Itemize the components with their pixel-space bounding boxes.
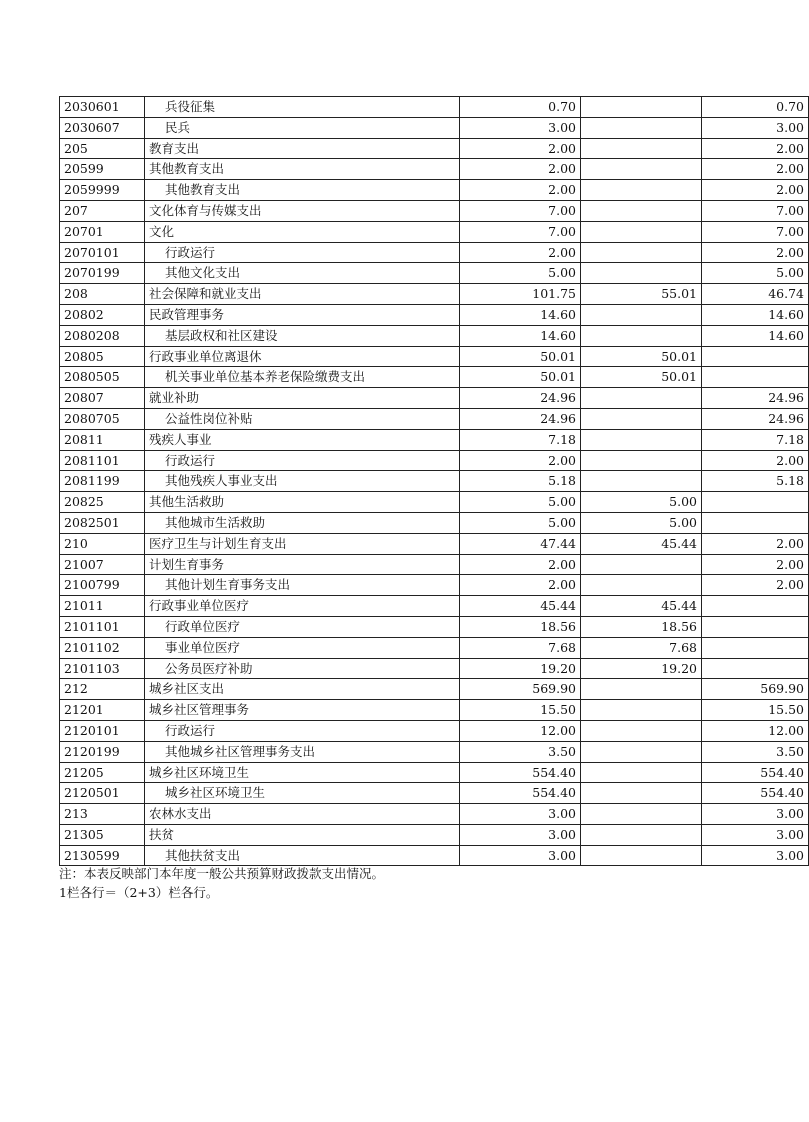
subject-code-cell: 2101103 [60, 658, 145, 679]
total-amount-cell: 2.00 [460, 138, 581, 159]
subject-code-cell: 210 [60, 533, 145, 554]
subject-name-cell: 城乡社区管理事务 [145, 700, 460, 721]
table-row [60, 596, 809, 617]
table-row [60, 138, 809, 159]
basic-expenditure-cell [581, 429, 702, 450]
total-amount-cell: 3.00 [460, 845, 581, 866]
total-amount-cell: 7.68 [460, 637, 581, 658]
table-row [60, 658, 809, 679]
subject-code-cell: 212 [60, 679, 145, 700]
project-expenditure-cell: 15.50 [702, 700, 809, 721]
basic-expenditure-cell [581, 575, 702, 596]
table-row [60, 159, 809, 180]
subject-code-cell: 2030601 [60, 97, 145, 118]
project-expenditure-cell: 2.00 [702, 450, 809, 471]
table-row [60, 512, 809, 533]
table-row [60, 492, 809, 513]
basic-expenditure-cell: 19.20 [581, 658, 702, 679]
basic-expenditure-cell: 45.44 [581, 533, 702, 554]
subject-code-cell: 2100799 [60, 575, 145, 596]
subject-code-cell: 21201 [60, 700, 145, 721]
subject-name-cell: 残疾人事业 [145, 429, 460, 450]
basic-expenditure-cell [581, 679, 702, 700]
project-expenditure-cell: 554.40 [702, 783, 809, 804]
table-row [60, 325, 809, 346]
table-row [60, 429, 809, 450]
project-expenditure-cell: 0.70 [702, 97, 809, 118]
total-amount-cell: 5.00 [460, 512, 581, 533]
total-amount-cell: 2.00 [460, 242, 581, 263]
basic-expenditure-cell [581, 408, 702, 429]
basic-expenditure-cell: 50.01 [581, 346, 702, 367]
total-amount-cell: 2.00 [460, 180, 581, 201]
total-amount-cell: 3.00 [460, 804, 581, 825]
total-amount-cell: 569.90 [460, 679, 581, 700]
total-amount-cell: 2.00 [460, 450, 581, 471]
total-amount-cell: 2.00 [460, 575, 581, 596]
total-amount-cell: 7.00 [460, 221, 581, 242]
subject-code-cell: 20701 [60, 221, 145, 242]
project-expenditure-cell: 2.00 [702, 533, 809, 554]
basic-expenditure-cell [581, 388, 702, 409]
subject-code-cell: 20802 [60, 304, 145, 325]
basic-expenditure-cell [581, 824, 702, 845]
project-expenditure-cell [702, 512, 809, 533]
project-expenditure-cell: 3.00 [702, 117, 809, 138]
total-amount-cell: 45.44 [460, 596, 581, 617]
table-row [60, 700, 809, 721]
subject-code-cell: 2030607 [60, 117, 145, 138]
project-expenditure-cell: 3.00 [702, 824, 809, 845]
total-amount-cell: 3.50 [460, 741, 581, 762]
subject-name-cell: 兵役征集 [145, 97, 460, 118]
basic-expenditure-cell: 50.01 [581, 367, 702, 388]
table-row [60, 533, 809, 554]
subject-code-cell: 2130599 [60, 845, 145, 866]
subject-name-cell: 其他残疾人事业支出 [145, 471, 460, 492]
subject-name-cell: 城乡社区环境卫生 [145, 762, 460, 783]
table-row [60, 304, 809, 325]
subject-code-cell: 20825 [60, 492, 145, 513]
total-amount-cell: 7.18 [460, 429, 581, 450]
basic-expenditure-cell [581, 200, 702, 221]
total-amount-cell: 5.00 [460, 263, 581, 284]
project-expenditure-cell: 2.00 [702, 159, 809, 180]
subject-code-cell: 21011 [60, 596, 145, 617]
table-row [60, 221, 809, 242]
table-row [60, 367, 809, 388]
total-amount-cell: 3.00 [460, 117, 581, 138]
table-row [60, 845, 809, 866]
basic-expenditure-cell [581, 845, 702, 866]
basic-expenditure-cell [581, 221, 702, 242]
project-expenditure-cell: 14.60 [702, 325, 809, 346]
basic-expenditure-cell [581, 325, 702, 346]
project-expenditure-cell [702, 596, 809, 617]
subject-name-cell: 行政单位医疗 [145, 616, 460, 637]
total-amount-cell: 5.18 [460, 471, 581, 492]
subject-code-cell: 2101102 [60, 637, 145, 658]
table-row [60, 263, 809, 284]
total-amount-cell: 24.96 [460, 388, 581, 409]
basic-expenditure-cell: 5.00 [581, 492, 702, 513]
subject-name-cell: 其他计划生育事务支出 [145, 575, 460, 596]
subject-code-cell: 2101101 [60, 616, 145, 637]
subject-code-cell: 2080505 [60, 367, 145, 388]
subject-code-cell: 2080208 [60, 325, 145, 346]
project-expenditure-cell: 7.00 [702, 221, 809, 242]
table-row [60, 117, 809, 138]
subject-name-cell: 其他教育支出 [145, 180, 460, 201]
project-expenditure-cell: 554.40 [702, 762, 809, 783]
note-line-1: 注：本表反映部门本年度一般公共预算财政拨款支出情况。 [59, 866, 385, 881]
table-row [60, 200, 809, 221]
subject-name-cell: 其他城乡社区管理事务支出 [145, 741, 460, 762]
basic-expenditure-cell: 18.56 [581, 616, 702, 637]
total-amount-cell: 19.20 [460, 658, 581, 679]
basic-expenditure-cell [581, 159, 702, 180]
project-expenditure-cell: 2.00 [702, 242, 809, 263]
basic-expenditure-cell [581, 720, 702, 741]
subject-name-cell: 其他城市生活救助 [145, 512, 460, 533]
table-body [60, 97, 809, 866]
total-amount-cell: 15.50 [460, 700, 581, 721]
subject-name-cell: 公益性岗位补贴 [145, 408, 460, 429]
subject-name-cell: 就业补助 [145, 388, 460, 409]
basic-expenditure-cell: 7.68 [581, 637, 702, 658]
subject-name-cell: 其他文化支出 [145, 263, 460, 284]
total-amount-cell: 50.01 [460, 367, 581, 388]
table-row [60, 783, 809, 804]
table-row [60, 720, 809, 741]
project-expenditure-cell: 14.60 [702, 304, 809, 325]
subject-name-cell: 文化 [145, 221, 460, 242]
subject-name-cell: 公务员医疗补助 [145, 658, 460, 679]
subject-name-cell: 事业单位医疗 [145, 637, 460, 658]
table-row [60, 284, 809, 305]
project-expenditure-cell: 24.96 [702, 408, 809, 429]
basic-expenditure-cell [581, 554, 702, 575]
table-row [60, 804, 809, 825]
total-amount-cell: 47.44 [460, 533, 581, 554]
subject-code-cell: 21205 [60, 762, 145, 783]
project-expenditure-cell: 5.18 [702, 471, 809, 492]
project-expenditure-cell: 2.00 [702, 575, 809, 596]
subject-code-cell: 2081101 [60, 450, 145, 471]
project-expenditure-cell: 46.74 [702, 284, 809, 305]
subject-name-cell: 机关事业单位基本养老保险缴费支出 [145, 367, 460, 388]
subject-code-cell: 21305 [60, 824, 145, 845]
subject-code-cell: 213 [60, 804, 145, 825]
table-notes [59, 864, 384, 902]
project-expenditure-cell: 2.00 [702, 180, 809, 201]
table-row [60, 408, 809, 429]
table-row [60, 762, 809, 783]
total-amount-cell: 14.60 [460, 304, 581, 325]
project-expenditure-cell: 3.00 [702, 804, 809, 825]
basic-expenditure-cell [581, 97, 702, 118]
subject-name-cell: 医疗卫生与计划生育支出 [145, 533, 460, 554]
total-amount-cell: 2.00 [460, 554, 581, 575]
basic-expenditure-cell [581, 117, 702, 138]
table-row [60, 242, 809, 263]
basic-expenditure-cell [581, 450, 702, 471]
table-row [60, 575, 809, 596]
subject-name-cell: 行政事业单位医疗 [145, 596, 460, 617]
project-expenditure-cell: 24.96 [702, 388, 809, 409]
project-expenditure-cell [702, 367, 809, 388]
table-row [60, 97, 809, 118]
table-row [60, 616, 809, 637]
basic-expenditure-cell [581, 180, 702, 201]
subject-code-cell: 207 [60, 200, 145, 221]
project-expenditure-cell [702, 492, 809, 513]
basic-expenditure-cell [581, 804, 702, 825]
total-amount-cell: 3.00 [460, 824, 581, 845]
subject-name-cell: 其他扶贫支出 [145, 845, 460, 866]
total-amount-cell: 50.01 [460, 346, 581, 367]
subject-name-cell: 文化体育与传媒支出 [145, 200, 460, 221]
subject-code-cell: 2120101 [60, 720, 145, 741]
subject-name-cell: 教育支出 [145, 138, 460, 159]
note-line-2: 1栏各行＝（2+3）栏各行。 [59, 885, 219, 900]
subject-code-cell: 205 [60, 138, 145, 159]
total-amount-cell: 101.75 [460, 284, 581, 305]
subject-name-cell: 基层政权和社区建设 [145, 325, 460, 346]
project-expenditure-cell: 5.00 [702, 263, 809, 284]
total-amount-cell: 14.60 [460, 325, 581, 346]
total-amount-cell: 554.40 [460, 783, 581, 804]
subject-name-cell: 行政运行 [145, 242, 460, 263]
basic-expenditure-cell [581, 783, 702, 804]
project-expenditure-cell [702, 637, 809, 658]
total-amount-cell: 12.00 [460, 720, 581, 741]
subject-code-cell: 2082501 [60, 512, 145, 533]
project-expenditure-cell: 2.00 [702, 554, 809, 575]
basic-expenditure-cell [581, 304, 702, 325]
subject-name-cell: 城乡社区支出 [145, 679, 460, 700]
table-row [60, 637, 809, 658]
basic-expenditure-cell: 45.44 [581, 596, 702, 617]
total-amount-cell: 2.00 [460, 159, 581, 180]
table-row [60, 471, 809, 492]
subject-name-cell: 扶贫 [145, 824, 460, 845]
basic-expenditure-cell [581, 741, 702, 762]
subject-code-cell: 21007 [60, 554, 145, 575]
subject-code-cell: 20811 [60, 429, 145, 450]
subject-name-cell: 民兵 [145, 117, 460, 138]
subject-code-cell: 20807 [60, 388, 145, 409]
project-expenditure-cell: 12.00 [702, 720, 809, 741]
basic-expenditure-cell: 55.01 [581, 284, 702, 305]
subject-code-cell: 2081199 [60, 471, 145, 492]
project-expenditure-cell: 3.00 [702, 845, 809, 866]
subject-name-cell: 计划生育事务 [145, 554, 460, 575]
project-expenditure-cell: 3.50 [702, 741, 809, 762]
table-row [60, 346, 809, 367]
subject-name-cell: 行政事业单位离退休 [145, 346, 460, 367]
budget-expenditure-table [59, 96, 809, 866]
table-row [60, 824, 809, 845]
total-amount-cell: 24.96 [460, 408, 581, 429]
basic-expenditure-cell [581, 762, 702, 783]
project-expenditure-cell: 569.90 [702, 679, 809, 700]
total-amount-cell: 5.00 [460, 492, 581, 513]
total-amount-cell: 554.40 [460, 762, 581, 783]
basic-expenditure-cell [581, 700, 702, 721]
total-amount-cell: 7.00 [460, 200, 581, 221]
subject-code-cell: 2120501 [60, 783, 145, 804]
subject-code-cell: 20599 [60, 159, 145, 180]
table-row [60, 180, 809, 201]
project-expenditure-cell [702, 616, 809, 637]
basic-expenditure-cell [581, 242, 702, 263]
total-amount-cell: 0.70 [460, 97, 581, 118]
subject-code-cell: 2059999 [60, 180, 145, 201]
subject-name-cell: 民政管理事务 [145, 304, 460, 325]
subject-code-cell: 2070101 [60, 242, 145, 263]
table-row [60, 741, 809, 762]
table-row [60, 679, 809, 700]
subject-code-cell: 2080705 [60, 408, 145, 429]
basic-expenditure-cell: 5.00 [581, 512, 702, 533]
table-row [60, 388, 809, 409]
subject-name-cell: 行政运行 [145, 450, 460, 471]
subject-name-cell: 行政运行 [145, 720, 460, 741]
subject-name-cell: 其他教育支出 [145, 159, 460, 180]
subject-name-cell: 社会保障和就业支出 [145, 284, 460, 305]
basic-expenditure-cell [581, 471, 702, 492]
table-row [60, 450, 809, 471]
basic-expenditure-cell [581, 138, 702, 159]
project-expenditure-cell [702, 346, 809, 367]
subject-name-cell: 农林水支出 [145, 804, 460, 825]
subject-code-cell: 2120199 [60, 741, 145, 762]
subject-name-cell: 其他生活救助 [145, 492, 460, 513]
subject-code-cell: 208 [60, 284, 145, 305]
basic-expenditure-cell [581, 263, 702, 284]
project-expenditure-cell: 7.00 [702, 200, 809, 221]
subject-name-cell: 城乡社区环境卫生 [145, 783, 460, 804]
total-amount-cell: 18.56 [460, 616, 581, 637]
project-expenditure-cell: 2.00 [702, 138, 809, 159]
subject-code-cell: 2070199 [60, 263, 145, 284]
table-row [60, 554, 809, 575]
project-expenditure-cell: 7.18 [702, 429, 809, 450]
subject-code-cell: 20805 [60, 346, 145, 367]
project-expenditure-cell [702, 658, 809, 679]
